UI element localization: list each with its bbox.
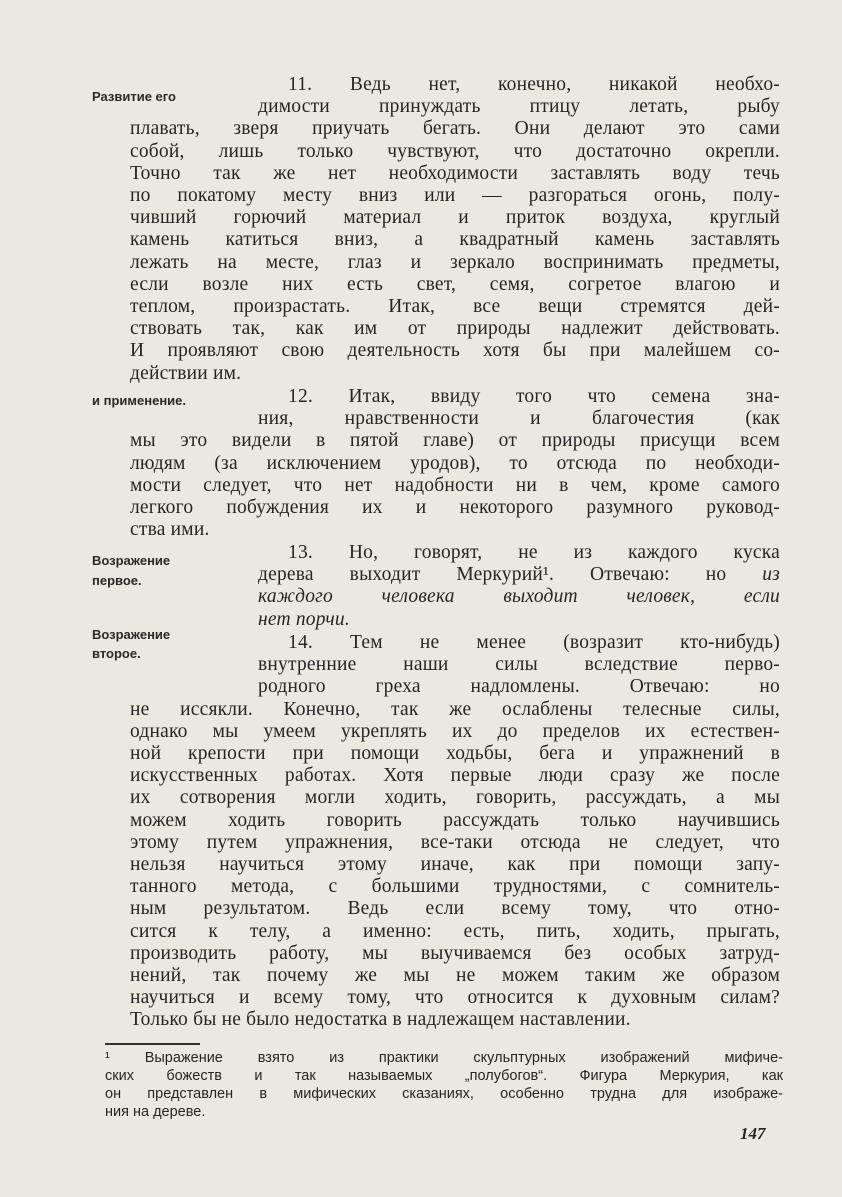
- line-text: ным результатом. Ведь если всему тому, что отно-: [130, 898, 780, 920]
- line-text: не иссякли. Конечно, так же ослаблены телесные силы,: [130, 698, 780, 720]
- line-text: лежать на месте, глаз и зеркало воспринимать предметы,: [130, 251, 780, 273]
- text-line: [130, 185, 780, 207]
- text-line: [130, 453, 780, 475]
- line-text: танного метода, с большими трудностями, с сомнитель-: [130, 876, 780, 898]
- text-line: [258, 586, 780, 608]
- text-line: [258, 676, 780, 698]
- emphasis-text: нет порчи.: [258, 608, 350, 630]
- text-line: [130, 296, 780, 318]
- text-line: [288, 632, 780, 654]
- line-text: однако мы умеем укреплять их до пределов их естествен-: [130, 720, 780, 742]
- text-line: [130, 898, 780, 920]
- text-line: [130, 163, 780, 185]
- text-line: [130, 699, 780, 721]
- line-text: нельзя научиться этому иначе, как при помощи запу-: [130, 854, 780, 875]
- line-text: сится к телу, а именно: есть, пить, ходить, прыгать,: [130, 920, 780, 942]
- line-text: дерева выходит Меркурий¹. Отвечаю: но: [258, 564, 763, 586]
- text-line: [130, 832, 780, 854]
- line-text: если возле них есть свет, семя, согретое влагою и: [130, 273, 780, 295]
- margin-note: первое.: [92, 573, 142, 588]
- text-line: [130, 207, 780, 229]
- text-line: [130, 430, 780, 452]
- footnote-line: ния на дереве.: [105, 1104, 206, 1120]
- text-line: [130, 787, 780, 809]
- text-line: [130, 475, 780, 497]
- emphasis-text: из: [762, 564, 780, 586]
- text-line: [130, 519, 780, 541]
- footnote-divider: [105, 1043, 200, 1045]
- footnote-line: ¹ Выражение взято из практики скульптурных изображений мифиче-: [105, 1050, 783, 1066]
- text-line: [258, 609, 780, 631]
- line-text: ной крепости при помощи ходьбы, бега и упражнений в: [130, 743, 780, 764]
- line-text: нений, так почему же мы не можем таким же образом: [130, 965, 780, 986]
- text-line: [258, 96, 780, 118]
- line-text: чивший горючий материал и приток воздуха, круглый: [130, 207, 780, 229]
- text-line: [130, 497, 780, 519]
- margin-note: второе.: [92, 646, 141, 661]
- text-line: [288, 74, 780, 96]
- text-line: [130, 340, 780, 362]
- text-line: [130, 854, 780, 876]
- text-line: [130, 765, 780, 787]
- text-line: [130, 876, 780, 898]
- line-text: легкого побуждения их и некоторого разумного руковод-: [130, 497, 780, 518]
- margin-note: Возражение: [92, 627, 171, 642]
- text-line: [130, 252, 780, 274]
- line-text: И проявляют свою деятельность хотя бы при малейшем со-: [130, 340, 780, 362]
- text-line: [130, 1009, 780, 1031]
- text-line: [130, 274, 780, 296]
- text-line: [130, 943, 780, 965]
- text-line: [130, 141, 780, 163]
- text-line: [288, 542, 780, 564]
- text-line: [130, 965, 780, 987]
- line-text: 12. Итак, ввиду того что семена зна-: [288, 386, 780, 407]
- line-text: родного греха надломлены. Отвечаю: но: [258, 676, 780, 698]
- line-text: действии им.: [130, 362, 242, 384]
- line-text: ства ими.: [130, 519, 210, 541]
- text-line: [288, 386, 780, 408]
- text-line: [130, 987, 780, 1009]
- line-text: их сотворения могли ходить, говорить, рассуждать, а мы: [130, 787, 780, 809]
- line-text: людям (за исключением уродов), то отсюда по необходи-: [130, 452, 780, 474]
- text-line: [130, 118, 780, 140]
- line-text: ствовать так, как им от природы надлежит действовать.: [130, 318, 780, 340]
- text-line: [258, 564, 780, 586]
- line-text: мы это видели в пятой главе) от природы присущи всем: [130, 430, 780, 452]
- line-text: 13. Но, говорят, не из каждого куска: [288, 542, 780, 563]
- line-text: ния, нравственности и благочестия (как: [258, 408, 780, 430]
- text-line: [130, 318, 780, 340]
- text-line: [258, 408, 780, 430]
- line-text: можем ходить говорить рассуждать только научившись: [130, 809, 780, 831]
- margin-note: Возражение: [92, 553, 171, 568]
- line-text: производить работу, мы выучиваемся без особых затруд-: [130, 942, 780, 964]
- line-text: Только бы не было недостатка в надлежащем наставлении.: [130, 1009, 631, 1031]
- line-text: димости принуждать птицу летать, рыбу: [258, 96, 780, 118]
- text-line: [130, 921, 780, 943]
- text-line: [130, 810, 780, 832]
- line-text: искусственных работах. Хотя первые люди сразу же после: [130, 765, 780, 787]
- page-number: 147: [740, 1124, 766, 1143]
- line-text: собой, лишь только чувствуют, что достаточно окрепли.: [130, 140, 780, 162]
- line-text: внутренние наши силы вследствие перво-: [258, 654, 780, 676]
- margin-note: Развитие его: [92, 89, 176, 104]
- text-line: [130, 743, 780, 765]
- footnote-line: ских божеств и так называемых „полубогов“. Фигура Меркурия, как: [105, 1068, 783, 1084]
- line-text: камень катиться вниз, а квадратный камень заставлять: [130, 229, 780, 251]
- line-text: 11. Ведь нет, конечно, никакой необхо-: [288, 74, 780, 95]
- text-line: [130, 229, 780, 251]
- line-text: научиться и всему тому, что относится к духовным силам?: [130, 987, 780, 1009]
- margin-note: и применение.: [92, 393, 187, 408]
- line-text: 14. Тем не менее (возразит кто-нибудь): [288, 632, 780, 653]
- line-text: по покатому месту вниз или — разгораться огонь, полу-: [130, 185, 780, 206]
- text-line: [130, 721, 780, 743]
- line-text: мости следует, что нет надобности ни в чем, кроме самого: [130, 474, 780, 496]
- emphasis-text: каждого человека выходит человек, если: [258, 586, 780, 608]
- line-text: теплом, произрастать. Итак, все вещи стремятся дей-: [130, 296, 780, 317]
- text-line: [130, 363, 780, 385]
- line-text: этому путем упражнения, все-таки отсюда не следует, что: [130, 831, 780, 853]
- footnote-line: он представлен в мифических сказаниях, особенно трудна для изображе-: [105, 1086, 783, 1102]
- text-line: [258, 654, 780, 676]
- line-text: Точно так же нет необходимости заставлять воду течь: [130, 162, 780, 184]
- line-text: плавать, зверя приучать бегать. Они делают это сами: [130, 118, 780, 140]
